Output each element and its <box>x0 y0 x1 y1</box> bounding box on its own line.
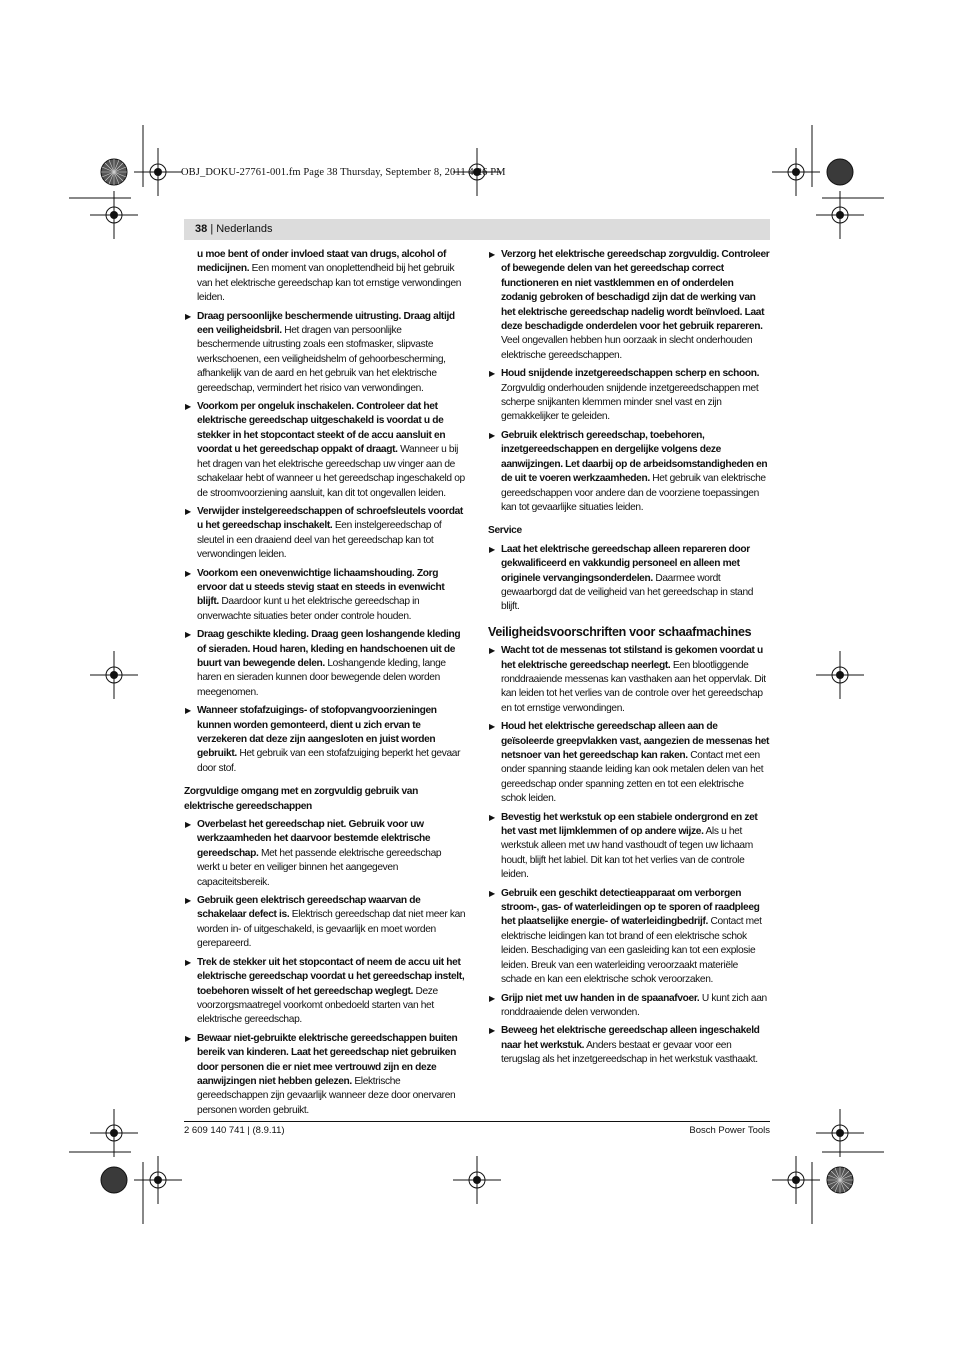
item-body-text: Anders bestaat er gevaar voor een terugslag als het inzetgereedschap in het werkstuk vasthaakt. <box>501 1039 758 1066</box>
list-item <box>488 644 770 716</box>
item-bold-text: Overbelast het gereedschap niet. Gebruik voor uw werkzaamheden het daarvoor bestemde elektrische gereedschap. <box>197 819 431 859</box>
list-item <box>184 567 466 625</box>
item-bold-text: Wanneer stofafzuigings- of stofopvangvoorzieningen kunnen worden gemonteerd, dient u zich ervan te verzekeren dat deze zijn aangesloten en juist worden gebruikt. <box>197 705 437 760</box>
bullet-icon: ▶ <box>489 812 495 822</box>
bullet-icon: ▶ <box>489 888 495 898</box>
list-item <box>184 310 466 396</box>
bullet-icon: ▶ <box>185 311 191 321</box>
left-column <box>184 248 466 1122</box>
item-bold-text: Trek de stekker uit het stopcontact of neem de accu uit het elektrische gereedschap voordat u het gereedschap instelt, toebehoren wisselt of het gereedschap weglegt. <box>197 956 465 997</box>
list-item <box>184 400 466 501</box>
list-item <box>488 811 770 883</box>
item-bold-text: Beweeg het elektrische gereedschap alleen ingeschakeld naar het werkstuk. <box>501 1025 760 1051</box>
bullet-icon: ▶ <box>185 1033 191 1043</box>
header-separator: | <box>210 223 214 235</box>
left-items-2 <box>184 818 466 1118</box>
list-item <box>488 720 770 806</box>
bullet-icon: ▶ <box>489 250 495 259</box>
section-heading: Veiligheidsvoorschriften voor schaafmachines <box>488 624 752 639</box>
header-language: Nederlands <box>216 223 273 235</box>
item-body-text: Als u het werkstuk alleen met uw hand vasthoudt of tegen uw lichaam houdt, blijft het labiel. Dit kan tot het verlies van de controle leiden. <box>501 826 753 881</box>
list-item <box>488 543 770 615</box>
list-item <box>184 248 466 306</box>
bullet-icon: ▶ <box>185 896 191 906</box>
item-bold-text: Verwijder instelgereedschappen of schroefsleutels voordat u het gereedschap inschakelt. <box>197 505 463 532</box>
item-bold-text: Grijp niet met uw handen in de spaanafvoer. <box>501 992 700 1004</box>
item-body-text: Zorgvuldig onderhouden snijdende inzetgereedschappen met scherpe snijkanten klemmen minder snel vast en zijn gemakkelijker te geleiden. <box>501 382 759 423</box>
bullet-icon: ▶ <box>489 722 495 732</box>
file-slug: OBJ_DOKU-27761-001.fm Page 38 Thursday, September 8, 2011 4:26 PM <box>181 167 506 178</box>
item-bold-text: Gebruik een geschikt detectieapparaat om verborgen stroom-, gas- of waterleidingen op te sporen of raadpleeg het plaatselijke energie- of waterleidingbedrijf. <box>501 887 760 928</box>
bullet-icon: ▶ <box>185 630 191 640</box>
list-item <box>488 367 770 425</box>
item-bold-text: Bevestig het werkstuk op een stabiele ondergrond en zet het vast met lijmklemmen of op andere wijze. <box>501 811 758 838</box>
list-item <box>184 628 466 700</box>
list-item <box>488 1024 770 1067</box>
list-item <box>488 992 770 1021</box>
item-body-text: Het gebruik van een stofafzuiging beperkt het gevaar door stof. <box>197 748 461 774</box>
item-body-text: Het dragen van persoonlijke beschermende uitrusting zoals een stofmasker, slipvaste werkschoenen, een veiligheidshelm of gehoorbescherming, afhankelijk van de aard en het gebruik van het elektrische gereedschap, vermindert het risico van verwondingen. <box>197 325 446 394</box>
list-item <box>184 505 466 563</box>
item-body-text: Contact met een onder spanning staande leiding kan ook metalen delen van het gereedschap onder spanning zetten en tot een elektrische schok leiden. <box>501 750 764 805</box>
bullet-icon: ▶ <box>489 430 495 440</box>
item-body-text: Wanneer u bij het dragen van het elektrische gereedschap uw vinger aan de schakelaar hebt of wanneer u het gereedschap ingeschakeld op de stroomvoorziening aansluit, kan dit tot ongevallen leiden. <box>197 444 465 499</box>
list-item <box>488 248 770 363</box>
service-items <box>488 543 770 615</box>
item-body-text: Daardoor kunt u het elektrische gereedschap in onverwachte situaties beter onder controle houden. <box>197 596 420 622</box>
bullet-icon: ▶ <box>185 402 191 412</box>
bullet-icon: ▶ <box>185 706 191 716</box>
item-body-text: Een instelgereedschap of sleutel in een draaiend deel van het gereedschap kan tot verwondingen leiden. <box>197 520 442 561</box>
footer-doc-number: 2 609 140 741 | (8.9.11) <box>184 1125 285 1136</box>
item-bold-text: Houd snijdende inzetgereedschappen scherp en schoon. <box>501 368 760 380</box>
item-bold-text: Gebruik geen elektrisch gereedschap waarvan de schakelaar defect is. <box>197 895 421 921</box>
list-item <box>184 1032 466 1118</box>
page-number: 38 <box>195 223 208 235</box>
service-heading: Service <box>488 525 522 537</box>
footer-rule <box>184 1121 770 1122</box>
item-body-text: Contact met elektrische leidingen kan tot brand of een elektrische schok leiden. Beschadiging van een gasleiding kan tot een explosie leiden. Breuk van een waterleiding veroorzaakt materiële schade en kan een elektrische schok veroorzaken. <box>501 916 762 986</box>
bullet-icon: ▶ <box>489 993 495 1003</box>
item-bold-text: Verzorg het elektrische gereedschap zorgvuldig. Controleer of bewegende delen van het gereedschap correct functioneren en niet vastklemmen en of onderdelen zodanig gebroken of beschadigd zijn dat de werking van het elektrische gereedschap nadelig wordt beïnvloed. Laat deze beschadigde onderdelen voor het gebruik repareren. <box>501 249 770 333</box>
item-body-text: Veel ongevallen hebben hun oorzaak in slecht onderhouden elektrische gereedschappen. <box>501 335 753 361</box>
item-bold-text: Houd het elektrische gereedschap alleen aan de geïsoleerde greepvlakken vast, aangezien de messenas het netsnoer van het gereedschap kan raken. <box>501 721 770 761</box>
list-item <box>184 818 466 890</box>
item-body-text: Een moment van onoplettendheid bij het gebruik van het elektrische gereedschap kan tot ernstige verwondingen leiden. <box>197 263 462 304</box>
item-body-text: Deze voorzorgsmaatregel voorkomt onbedoeld starten van het elektrische gereedschap. <box>197 985 438 1026</box>
list-item <box>184 704 466 776</box>
section-items <box>488 644 770 1067</box>
bullet-icon: ▶ <box>185 957 191 967</box>
item-body-text: Het gebruik van elektrische gereedschappen voor andere dan de voorziene toepassingen kan tot gevaarlijke situaties leiden. <box>501 473 766 513</box>
bullet-icon: ▶ <box>185 568 191 578</box>
item-bold-text: u moe bent of onder invloed staat van drugs, alcohol of medicijnen. <box>197 249 447 275</box>
bullet-icon: ▶ <box>185 820 191 830</box>
item-body-text: Elektrisch gereedschap dat niet meer kan worden in- of uitgeschakeld, is gevaarlijk en moet worden gerepareerd. <box>197 909 466 950</box>
item-bold-text: Wacht tot de messenas tot stilstand is gekomen voordat u het elektrische gereedschap neerlegt. <box>501 645 763 671</box>
item-bold-text: Gebruik elektrisch gereedschap, toebehoren, inzetgereedschappen en dergelijke volgens deze aanwijzingen. Let daarbij op de arbeidsomstandigheden en de uit te voeren werkzaamheden. <box>501 429 768 485</box>
bullet-icon: ▶ <box>489 646 495 656</box>
subsection-heading: Zorgvuldige omgang met en zorgvuldig gebruik van elektrische gereedschappen <box>184 786 418 812</box>
item-bold-text: Bewaar niet-gebruikte elektrische gereedschappen buiten bereik van kinderen. Laat het gereedschap niet gebruiken door personen die er niet mee vertrouwd zijn en deze aanwijzingen niet hebben gelezen. <box>197 1032 458 1087</box>
item-body-text: Elektrische gereedschappen zijn gevaarlijk wanneer deze door onervaren personen worden gebruikt. <box>197 1075 456 1116</box>
right-items <box>488 248 770 515</box>
item-body-text: Loshangende kleding, lange haren en sieraden kunnen door bewegende delen worden meegenomen. <box>197 657 446 698</box>
list-item <box>488 429 770 515</box>
item-bold-text: Laat het elektrische gereedschap alleen repareren door gekwalificeerd en vakkundig personeel en alleen met originele vervangingsonderdelen. <box>501 543 750 584</box>
footer-brand: Bosch Power Tools <box>689 1125 770 1136</box>
page-header <box>195 223 273 235</box>
item-bold-text: Voorkom per ongeluk inschakelen. Controleer dat het elektrische gereedschap uitgeschakeld is voordat u de stekker in het stopcontact steekt of de accu aansluit en voordat u het gereedschap oppakt of draagt. <box>197 401 446 456</box>
bullet-icon: ▶ <box>489 1026 495 1036</box>
item-body-text: Een blootliggende ronddraaiende messenas kan vasthaken aan het oppervlak. Dit kan leiden tot het verlies van de controle over het gereedschap en tot ernstige verwondingen. <box>501 659 766 714</box>
item-body-text: Met het passende elektrische gereedschap werkt u beter en veiliger binnen het aangegeven capaciteitsbereik. <box>197 847 442 888</box>
list-item <box>184 894 466 952</box>
list-item <box>184 956 466 1028</box>
bullet-icon: ▶ <box>489 369 495 379</box>
item-bold-text: Draag geschikte kleding. Draag geen loshangende kleding of sieraden. Houd haren, kleding en handschoenen uit de buurt van bewegende delen. <box>197 629 461 669</box>
right-column <box>488 248 770 1072</box>
bullet-icon: ▶ <box>489 544 495 554</box>
item-bold-text: Draag persoonlijke beschermende uitrusting. Draag altijd een veiligheidsbril. <box>197 310 455 337</box>
bullet-icon: ▶ <box>185 506 191 516</box>
item-bold-text: Voorkom een onevenwichtige lichaamshouding. Zorg ervoor dat u steeds stevig staat en steeds in evenwicht blijft. <box>197 567 445 608</box>
left-items <box>184 248 466 776</box>
item-body-text: U kunt zich aan ronddraaiende delen verwonden. <box>501 992 767 1018</box>
item-body-text: Daarmee wordt gewaarborgd dat de veiligheid van het gereedschap in stand blijft. <box>501 572 754 613</box>
list-item <box>488 887 770 988</box>
